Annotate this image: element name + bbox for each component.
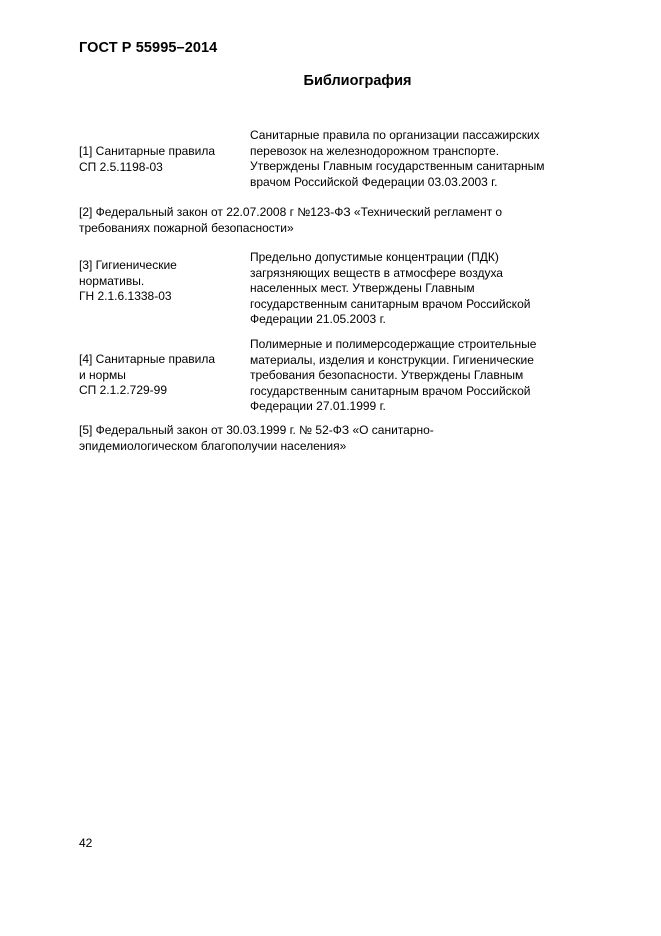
entry-line: эпидемиологическом благополучии населения» <box>79 438 347 453</box>
reference-line: и нормы <box>79 367 126 382</box>
page-number: 42 <box>79 836 93 850</box>
description-line: Утверждены Главным государственным санитарным <box>250 159 545 173</box>
reference-line: СП 2.1.2.729-99 <box>79 383 168 397</box>
description-line: Предельно допустимые концентрации (ПДК) <box>250 250 499 264</box>
bibliography-entry-3 <box>79 250 589 330</box>
description-line: перевозок на железнодорожном транспорте. <box>250 143 500 158</box>
reference-line: [4] Санитарные правила <box>79 352 216 366</box>
entry-reference <box>79 144 244 175</box>
entry-reference <box>79 258 244 305</box>
description-line: государственным санитарным врачом Российской <box>250 383 531 398</box>
description-line: материалы, изделия и конструкции. Гигиенические <box>250 352 534 367</box>
description-line: государственным санитарным врачом Российской <box>250 296 531 311</box>
entry-description <box>250 337 590 415</box>
description-line: населенных мест. Утверждены Главным <box>250 281 475 295</box>
entry-line: [2] Федеральный закон от 22.07.2008 г №123-ФЗ «Технический регламент о <box>79 205 503 219</box>
description-line: Санитарные правила по организации пассажирских <box>250 128 540 142</box>
description-line: Федерации 21.05.2003 г. <box>250 312 386 326</box>
description-line: Федерации 27.01.1999 г. <box>250 399 386 413</box>
entry-reference <box>79 352 244 399</box>
description-line: требования безопасности. Утверждены Главным <box>250 368 524 382</box>
reference-line: нормативы. <box>79 273 145 288</box>
entry-description <box>250 128 590 190</box>
reference-line: ГН 2.1.6.1338-03 <box>79 289 172 303</box>
entry-line: [5] Федеральный закон от 30.03.1999 г. № 52-ФЗ «О санитарно- <box>79 423 434 437</box>
document-id: ГОСТ Р 55995–2014 <box>79 40 218 56</box>
bibliography-title: Библиография <box>303 73 412 89</box>
reference-line: [1] Санитарные правила <box>79 144 216 158</box>
bibliography-entry-5 <box>79 423 589 454</box>
bibliography-entry-4 <box>79 337 589 417</box>
reference-line: [3] Гигиенические <box>79 258 177 272</box>
bibliography-entry-1 <box>79 128 589 192</box>
description-line: загрязняющих веществ в атмосфере воздуха <box>250 265 503 280</box>
description-line: Полимерные и полимерсодержащие строительные <box>250 337 537 351</box>
entry-description <box>250 250 590 328</box>
bibliography-entry-2 <box>79 205 589 236</box>
description-line: врачом Российской Федерации 03.03.2003 г. <box>250 174 498 189</box>
entry-line: требованиях пожарной безопасности» <box>79 220 294 235</box>
reference-line: СП 2.5.1198-03 <box>79 159 163 174</box>
